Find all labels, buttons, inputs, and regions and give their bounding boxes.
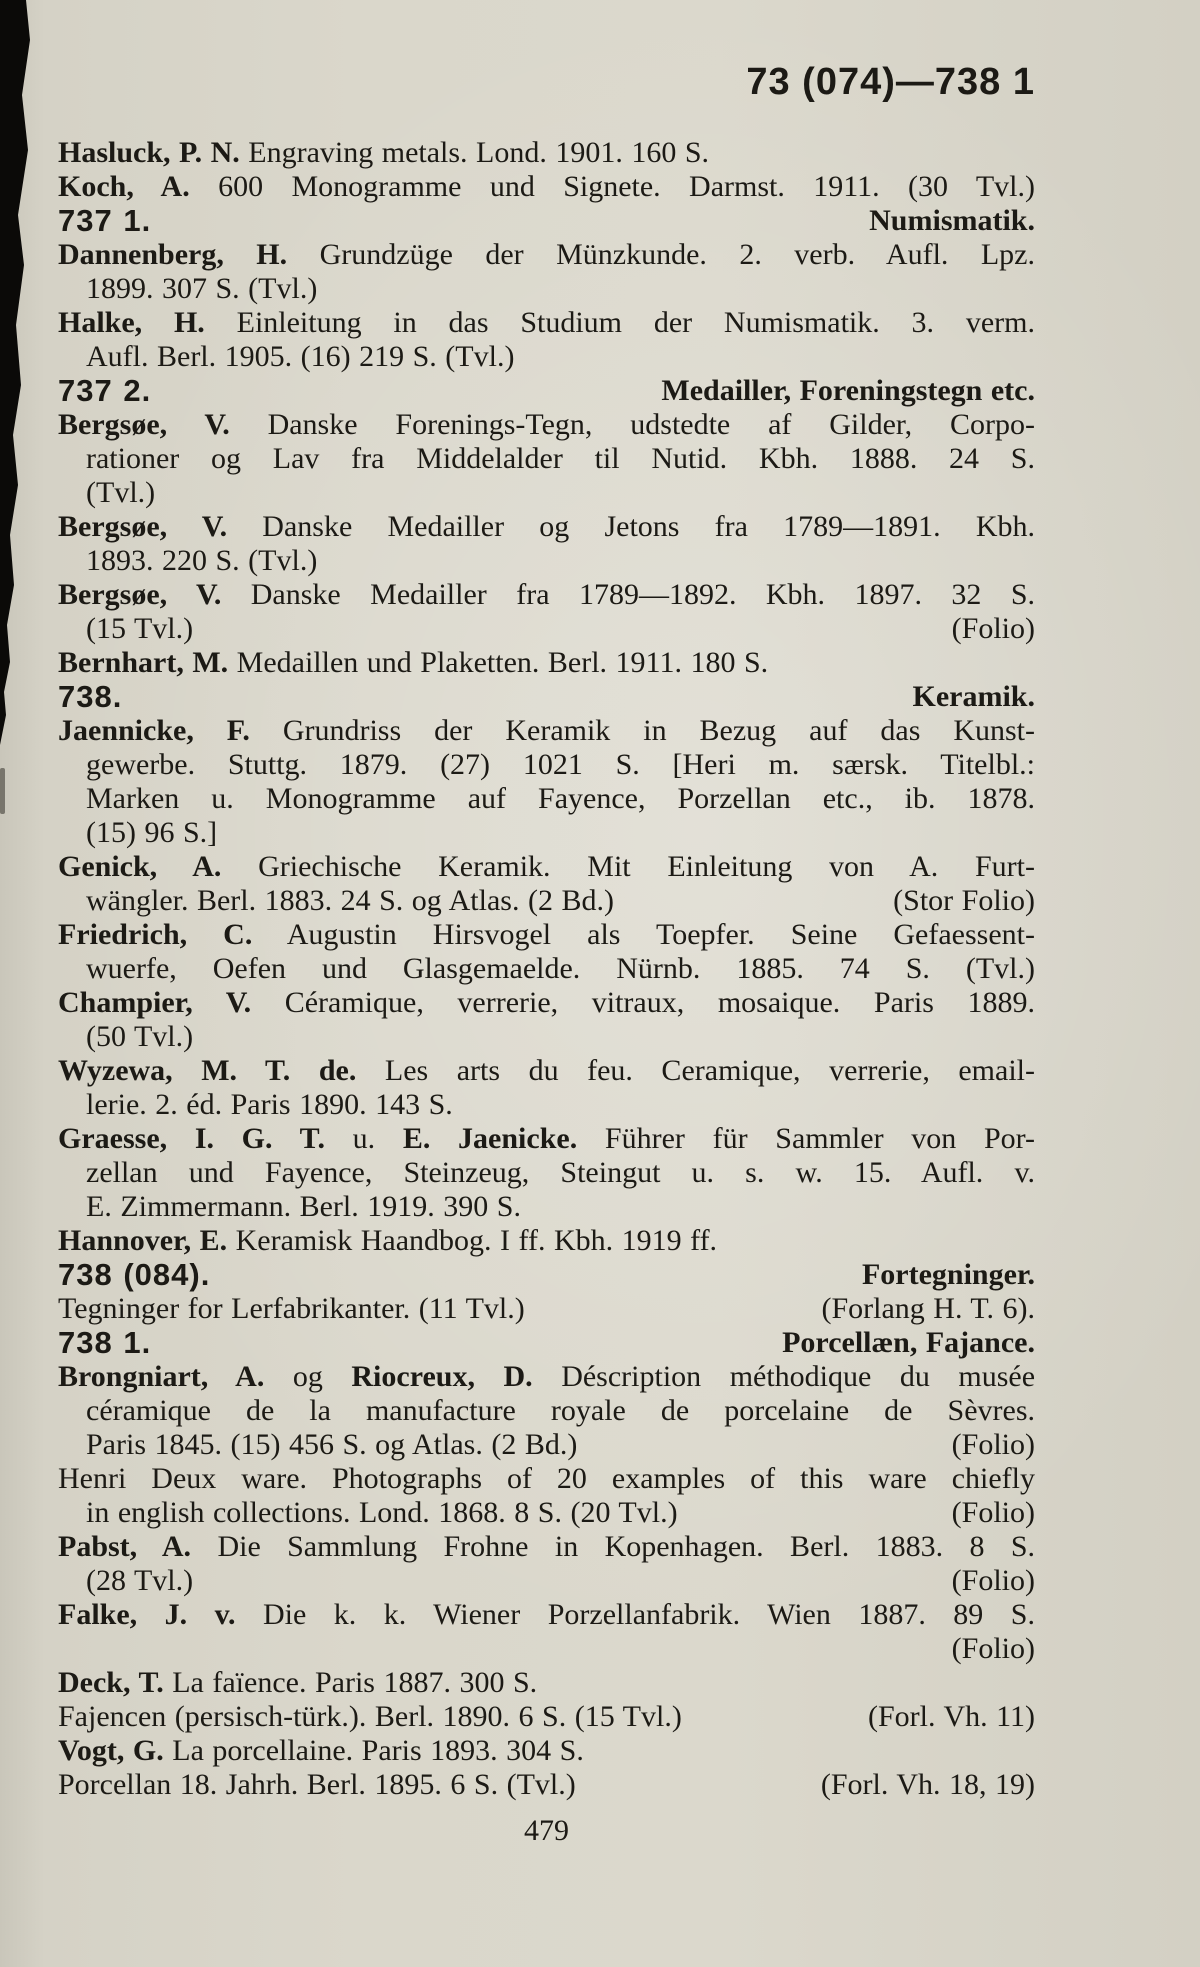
section-title: Numismatik. [869, 204, 1035, 237]
format-note: (Forl. Vh. 18, 19) [820, 1768, 1035, 1801]
entry-text: Grundriss der Keramik in Bezug auf das Kunst- [282, 714, 1035, 747]
entry-text: Les arts du feu. Ceramique, verrerie, email- [384, 1054, 1035, 1087]
section-code: 738. [58, 680, 123, 714]
format-note: (Folio) [951, 612, 1035, 645]
entry-text: lerie. 2. éd. Paris 1890. 143 S. [86, 1088, 453, 1121]
format-note: (Forlang H. T. 6). [821, 1292, 1035, 1325]
section-heading [58, 1326, 1035, 1360]
entry-line [58, 646, 1035, 680]
section-code: 738 1. [58, 1326, 152, 1360]
entry-text: Danske Medailler fra 1789—1892. Kbh. 1897. 32 S. [250, 578, 1035, 611]
format-note: (Forl. Vh. 11) [868, 1700, 1035, 1733]
section-code: 738 (084). [58, 1258, 211, 1292]
entry-author: Brongniart, A. [58, 1360, 265, 1393]
entry-conjunction: u. [352, 1122, 376, 1155]
page-number: 479 [524, 1814, 569, 1847]
entry-text: Henri Deux ware. Photographs of 20 examples of this ware chiefly [58, 1462, 1035, 1495]
entry-author: Halke, H. [58, 306, 205, 339]
entry-author: Graesse, I. G. T. [58, 1122, 325, 1155]
entry-text: Aufl. Berl. 1905. (16) 219 S. (Tvl.) [86, 340, 515, 373]
entry-continuation-line [58, 1632, 1035, 1666]
entry-continuation-line [58, 272, 1035, 306]
section-code: 737 1. [58, 204, 152, 238]
entry-text: gewerbe. Stuttg. 1879. (27) 1021 S. [Heri m. særsk. Titelbl.: [86, 748, 1035, 781]
entry-continuation-line [58, 1496, 1035, 1530]
entry-line [58, 1462, 1035, 1496]
entry-line [58, 1768, 1035, 1802]
entry-continuation-line [58, 884, 1035, 918]
entry-text: Marken u. Monogramme auf Fayence, Porzellan etc., ib. 1878. [86, 782, 1035, 815]
entry-continuation-line [58, 782, 1035, 816]
entry-text: Einleitung in das Studium der Numismatik. 3. verm. [236, 306, 1035, 339]
entry-text: (50 Tvl.) [86, 1020, 194, 1053]
entry-author: Bergsøe, V. [58, 510, 228, 543]
format-note: (Folio) [951, 1564, 1035, 1597]
entry-line [58, 986, 1035, 1020]
entry-line [58, 918, 1035, 952]
format-note: (Folio) [951, 1632, 1035, 1665]
entry-author: Wyzewa, M. T. de. [58, 1054, 357, 1087]
entry-continuation-line [58, 1428, 1035, 1462]
format-note: (Folio) [951, 1496, 1035, 1529]
section-title: Porcellæn, Fajance. [782, 1326, 1035, 1359]
entry-text: Medaillen und Plaketten. Berl. 1911. 180 S. [236, 646, 769, 679]
entry-line [58, 510, 1035, 544]
section-code: 737 2. [58, 374, 152, 408]
entry-continuation-line [58, 952, 1035, 986]
entry-text: Augustin Hirsvogel als Toepfer. Seine Gefaessent- [286, 918, 1035, 951]
entry-author: Hasluck, P. N. [58, 136, 240, 169]
format-note: (Stor Folio) [893, 884, 1035, 917]
entry-author: Jaennicke, F. [58, 714, 250, 747]
entry-continuation-line [58, 1394, 1035, 1428]
format-note: (Folio) [951, 1428, 1035, 1461]
entry-line [58, 1224, 1035, 1258]
entry-author: Bergsøe, V. [58, 408, 230, 441]
entry-line [58, 136, 1035, 170]
entry-line [58, 408, 1035, 442]
entry-conjunction: og [292, 1360, 323, 1393]
entry-author: Koch, A. [58, 170, 190, 203]
catalog-text-block [58, 136, 1035, 1802]
entry-line [58, 170, 1035, 204]
entry-continuation-line [58, 442, 1035, 476]
entry-text: Porcellan 18. Jahrh. Berl. 1895. 6 S. (Tvl.) [58, 1768, 576, 1801]
entry-line [58, 1530, 1035, 1564]
entry-text: wuerfe, Oefen und Glasgemaelde. Nürnb. 1885. 74 S. (Tvl.) [86, 952, 1035, 985]
entry-text: 1893. 220 S. (Tvl.) [86, 544, 318, 577]
entry-line [58, 1360, 1035, 1394]
entry-text: La porcellaine. Paris 1893. 304 S. [172, 1734, 584, 1767]
entry-continuation-line [58, 1156, 1035, 1190]
entry-continuation-line [58, 612, 1035, 646]
entry-continuation-line [58, 544, 1035, 578]
entry-continuation-line [58, 1564, 1035, 1598]
entry-line [58, 578, 1035, 612]
entry-continuation-line [58, 340, 1035, 374]
entry-line [58, 1700, 1035, 1734]
entry-text: Engraving metals. Lond. 1901. 160 S. [248, 136, 710, 169]
section-heading [58, 1258, 1035, 1292]
entry-text: céramique de la manufacture royale de porcelaine de Sèvres. [86, 1394, 1035, 1427]
entry-text: Céramique, verrerie, vitraux, mosaique. Paris 1889. [284, 986, 1035, 1019]
entry-text: Griechische Keramik. Mit Einleitung von A. Furt- [258, 850, 1035, 883]
entry-text: La faïence. Paris 1887. 300 S. [172, 1666, 538, 1699]
entry-text: Fajencen (persisch-türk.). Berl. 1890. 6 S. (15 Tvl.) [58, 1700, 682, 1733]
entry-author: Hannover, E. [58, 1224, 228, 1257]
entry-text: (15 Tvl.) [86, 612, 194, 645]
entry-author: Bergsøe, V. [58, 578, 222, 611]
entry-author: Bernhart, M. [58, 646, 229, 679]
entry-line [58, 1734, 1035, 1768]
entry-line [58, 1598, 1035, 1632]
entry-author: E. Jaenicke. [402, 1122, 578, 1155]
entry-line [58, 1054, 1035, 1088]
entry-line [58, 1666, 1035, 1700]
entry-text: (28 Tvl.) [86, 1564, 194, 1597]
scan-edge-artifact [0, 0, 34, 745]
entry-author: Pabst, A. [58, 1530, 192, 1563]
entry-text: 1899. 307 S. (Tvl.) [86, 272, 318, 305]
entry-line [58, 850, 1035, 884]
entry-line [58, 714, 1035, 748]
section-heading [58, 680, 1035, 714]
entry-author: Genick, A. [58, 850, 222, 883]
entry-text: Grundzüge der Münzkunde. 2. verb. Aufl. Lpz. [319, 238, 1035, 271]
entry-text: Keramisk Haandbog. I ff. Kbh. 1919 ff. [235, 1224, 718, 1257]
section-heading [58, 204, 1035, 238]
entry-text: (15) 96 S.] [86, 816, 218, 849]
entry-continuation-line [58, 1190, 1035, 1224]
entry-text: Die Sammlung Frohne in Kopenhagen. Berl. 1883. 8 S. [217, 1530, 1035, 1563]
entry-line [58, 238, 1035, 272]
entry-text: E. Zimmermann. Berl. 1919. 390 S. [86, 1190, 521, 1223]
entry-text: Führer für Sammler von Por- [604, 1122, 1035, 1155]
entry-author: Friedrich, C. [58, 918, 253, 951]
entry-author: Deck, T. [58, 1666, 164, 1699]
entry-text: Danske Medailler og Jetons fra 1789—1891. Kbh. [262, 510, 1035, 543]
entry-text: in english collections. Lond. 1868. 8 S. (20 Tvl.) [86, 1496, 678, 1529]
entry-text: 600 Monogramme und Signete. Darmst. 1911. (30 Tvl.) [218, 170, 1035, 203]
entry-text: wängler. Berl. 1883. 24 S. og Atlas. (2 Bd.) [86, 884, 614, 917]
section-title: Keramik. [912, 680, 1035, 713]
entry-text: Paris 1845. (15) 456 S. og Atlas. (2 Bd.) [86, 1428, 578, 1461]
entry-continuation-line [58, 1020, 1035, 1054]
entry-line [58, 1292, 1035, 1326]
section-title: Fortegninger. [861, 1258, 1035, 1291]
entry-text: zellan und Fayence, Steinzeug, Steingut u. s. w. 15. Aufl. v. [86, 1156, 1035, 1189]
entry-continuation-line [58, 748, 1035, 782]
entry-author: Riocreux, D. [351, 1360, 533, 1393]
entry-continuation-line [58, 1088, 1035, 1122]
entry-text: Danske Forenings-Tegn, udstedte af Gilder, Corpo- [267, 408, 1035, 441]
entry-author: Falke, J. v. [58, 1598, 236, 1631]
scan-speck-artifact [0, 768, 5, 814]
entry-text: rationer og Lav fra Middelalder til Nutid. Kbh. 1888. 24 S. [86, 442, 1035, 475]
entry-author: Dannenberg, H. [58, 238, 288, 271]
entry-text: Die k. k. Wiener Porzellanfabrik. Wien 1887. 89 S. [262, 1598, 1035, 1631]
entry-text: (Tvl.) [86, 476, 156, 509]
entry-text: Tegninger for Lerfabrikanter. (11 Tvl.) [58, 1292, 525, 1325]
entry-line [58, 306, 1035, 340]
entry-line [58, 1122, 1035, 1156]
section-title: Medailler, Foreningstegn etc. [661, 374, 1035, 407]
entry-author: Vogt, G. [58, 1734, 164, 1767]
entry-author: Champier, V. [58, 986, 252, 1019]
section-heading [58, 374, 1035, 408]
entry-continuation-line [58, 476, 1035, 510]
entry-text: Déscription méthodique du musée [561, 1360, 1035, 1393]
entry-continuation-line [58, 816, 1035, 850]
running-head: 73 (074)—738 1 [746, 61, 1035, 103]
